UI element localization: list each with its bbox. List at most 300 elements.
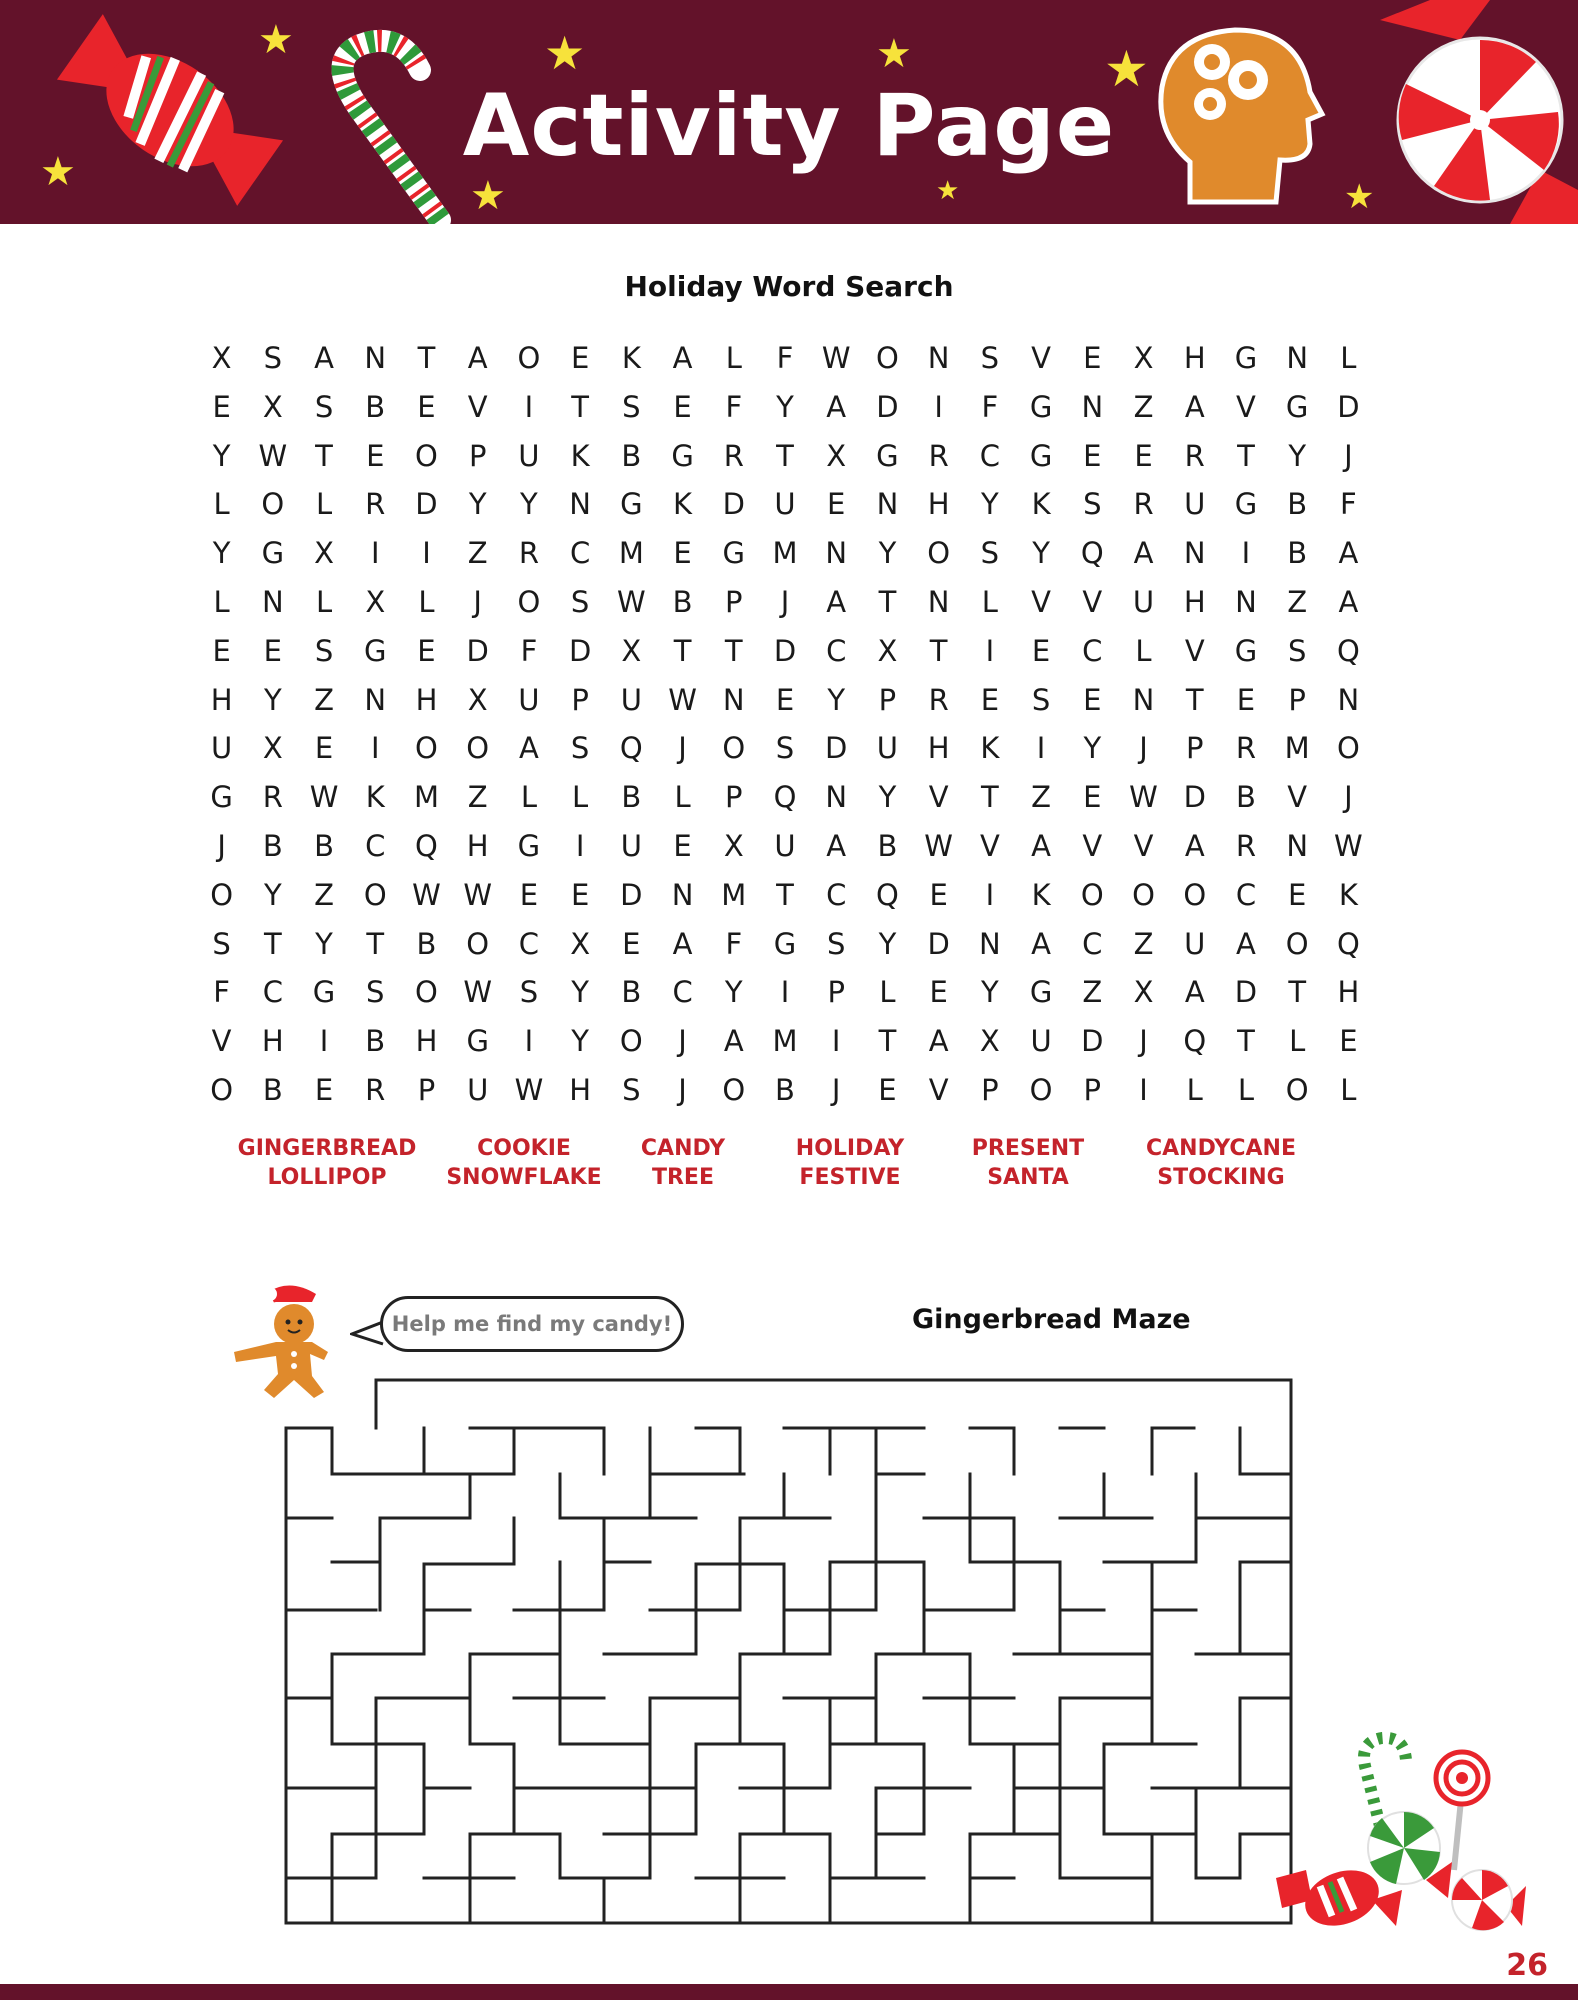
grid-letter[interactable]: E bbox=[878, 1072, 897, 1107]
grid-letter[interactable]: P bbox=[1185, 731, 1204, 766]
grid-letter[interactable]: G bbox=[261, 536, 285, 571]
grid-letter[interactable]: Y bbox=[263, 682, 282, 717]
grid-letter[interactable]: E bbox=[1339, 1024, 1358, 1059]
grid-letter[interactable]: E bbox=[673, 828, 692, 863]
grid-letter[interactable]: C bbox=[672, 975, 693, 1010]
grid-letter[interactable]: G bbox=[1234, 487, 1258, 522]
grid-letter[interactable]: B bbox=[262, 1072, 283, 1107]
grid-letter[interactable]: A bbox=[1133, 536, 1154, 571]
grid-letter[interactable]: W bbox=[924, 828, 953, 863]
grid-letter[interactable]: Y bbox=[981, 975, 999, 1010]
grid-letter[interactable]: Z bbox=[467, 780, 488, 815]
grid-letter[interactable]: A bbox=[1236, 926, 1256, 961]
grid-letter[interactable]: Z bbox=[1287, 584, 1308, 619]
grid-letter[interactable]: S bbox=[263, 341, 283, 375]
grid-letter[interactable]: L bbox=[1135, 633, 1152, 668]
grid-letter[interactable]: V bbox=[1184, 633, 1205, 668]
grid-letter[interactable]: E bbox=[827, 487, 846, 522]
grid-letter[interactable]: Z bbox=[1133, 389, 1154, 424]
grid-letter[interactable]: E bbox=[1083, 438, 1102, 473]
grid-letter[interactable]: Y bbox=[981, 487, 999, 522]
grid-letter[interactable]: P bbox=[468, 438, 487, 473]
grid-letter[interactable]: D bbox=[825, 731, 848, 766]
grid-letter[interactable]: L bbox=[315, 584, 333, 619]
grid-letter[interactable]: D bbox=[1234, 975, 1258, 1010]
grid-letter[interactable]: R bbox=[928, 438, 949, 473]
grid-letter[interactable]: N bbox=[1337, 682, 1360, 717]
grid-letter[interactable]: A bbox=[1184, 828, 1205, 863]
grid-letter[interactable]: N bbox=[1081, 389, 1104, 424]
grid-letter[interactable]: Y bbox=[878, 780, 897, 815]
grid-letter[interactable]: E bbox=[366, 438, 385, 473]
grid-letter[interactable]: F bbox=[725, 389, 743, 424]
grid-letter[interactable]: K bbox=[365, 780, 385, 815]
grid-letter[interactable]: B bbox=[365, 389, 386, 424]
grid-letter[interactable]: M bbox=[1284, 731, 1310, 766]
grid-letter[interactable]: O bbox=[415, 975, 438, 1010]
grid-letter[interactable]: T bbox=[1237, 1024, 1255, 1059]
grid-letter[interactable]: V bbox=[467, 389, 488, 424]
grid-letter[interactable]: N bbox=[671, 877, 694, 912]
grid-letter[interactable]: K bbox=[1338, 877, 1358, 912]
grid-letter[interactable]: I bbox=[319, 1024, 329, 1059]
grid-letter[interactable]: E bbox=[929, 975, 948, 1010]
grid-letter[interactable]: A bbox=[1338, 584, 1359, 619]
grid-letter[interactable]: X bbox=[723, 828, 744, 863]
grid-letter[interactable]: U bbox=[210, 731, 233, 766]
grid-letter[interactable]: Z bbox=[1082, 975, 1103, 1010]
grid-letter[interactable]: S bbox=[826, 926, 846, 961]
grid-letter[interactable]: A bbox=[1184, 975, 1205, 1010]
grid-letter[interactable]: E bbox=[1288, 877, 1307, 912]
grid-letter[interactable]: H bbox=[1337, 975, 1360, 1010]
grid-letter[interactable]: X bbox=[314, 536, 334, 571]
grid-letter[interactable]: I bbox=[831, 1024, 841, 1059]
grid-letter[interactable]: L bbox=[725, 341, 742, 375]
grid-letter[interactable]: G bbox=[722, 536, 746, 571]
grid-letter[interactable]: I bbox=[985, 877, 995, 912]
grid-letter[interactable]: T bbox=[878, 1024, 897, 1059]
grid-letter[interactable]: Q bbox=[1336, 633, 1360, 668]
grid-letter[interactable]: S bbox=[570, 731, 590, 766]
grid-letter[interactable]: B bbox=[416, 926, 437, 961]
grid-letter[interactable]: N bbox=[1286, 341, 1309, 375]
grid-letter[interactable]: N bbox=[1183, 536, 1206, 571]
grid-letter[interactable]: E bbox=[570, 341, 590, 375]
grid-letter[interactable]: A bbox=[672, 341, 693, 375]
grid-letter[interactable]: O bbox=[876, 341, 899, 375]
grid-letter[interactable]: R bbox=[365, 1072, 386, 1107]
grid-letter[interactable]: N bbox=[825, 536, 848, 571]
grid-letter[interactable]: Y bbox=[776, 389, 794, 424]
grid-letter[interactable]: Y bbox=[263, 877, 282, 912]
grid-letter[interactable]: G bbox=[1234, 633, 1258, 668]
grid-letter[interactable]: L bbox=[572, 780, 589, 815]
grid-letter[interactable]: R bbox=[1184, 438, 1205, 473]
grid-letter[interactable]: J bbox=[1344, 780, 1353, 815]
grid-letter[interactable]: E bbox=[980, 682, 1000, 717]
grid-letter[interactable]: H bbox=[569, 1072, 592, 1107]
grid-letter[interactable]: N bbox=[979, 926, 1001, 961]
grid-letter[interactable]: V bbox=[211, 1024, 232, 1059]
grid-letter[interactable]: U bbox=[1184, 487, 1206, 522]
grid-letter[interactable]: U bbox=[1132, 584, 1155, 619]
grid-letter[interactable]: A bbox=[826, 584, 847, 619]
grid-letter[interactable]: B bbox=[365, 1024, 386, 1059]
grid-letter[interactable]: A bbox=[826, 389, 847, 424]
grid-letter[interactable]: K bbox=[673, 487, 693, 522]
grid-letter[interactable]: J bbox=[780, 584, 790, 619]
grid-letter[interactable]: G bbox=[1285, 389, 1309, 424]
maze[interactable] bbox=[284, 1378, 1294, 1938]
grid-letter[interactable]: O bbox=[619, 1024, 643, 1059]
grid-letter[interactable]: O bbox=[1183, 877, 1207, 912]
grid-letter[interactable]: J bbox=[473, 584, 482, 619]
grid-letter[interactable]: E bbox=[673, 536, 692, 571]
grid-letter[interactable]: S bbox=[1083, 487, 1102, 522]
grid-letter[interactable]: V bbox=[1133, 828, 1154, 863]
grid-letter[interactable]: J bbox=[1139, 1024, 1148, 1059]
grid-letter[interactable]: A bbox=[467, 341, 488, 375]
grid-letter[interactable]: R bbox=[1133, 487, 1154, 522]
grid-letter[interactable]: H bbox=[927, 731, 950, 766]
grid-letter[interactable]: S bbox=[314, 633, 334, 668]
grid-letter[interactable]: C bbox=[262, 975, 283, 1010]
grid-letter[interactable]: U bbox=[774, 828, 796, 863]
grid-letter[interactable]: T bbox=[315, 438, 333, 473]
grid-letter[interactable]: Q bbox=[1183, 1024, 1207, 1059]
grid-letter[interactable]: F bbox=[725, 926, 743, 961]
grid-letter[interactable]: Y bbox=[571, 975, 589, 1010]
grid-letter[interactable]: A bbox=[1031, 828, 1051, 863]
grid-letter[interactable]: B bbox=[621, 780, 642, 815]
grid-letter[interactable]: X bbox=[979, 1024, 1000, 1059]
grid-letter[interactable]: B bbox=[1287, 487, 1308, 522]
grid-letter[interactable]: O bbox=[1132, 877, 1155, 912]
grid-letter[interactable]: U bbox=[467, 1072, 489, 1107]
grid-letter[interactable]: C bbox=[1082, 926, 1103, 961]
grid-letter[interactable]: Z bbox=[314, 682, 334, 717]
grid-letter[interactable]: T bbox=[981, 780, 999, 815]
grid-letter[interactable]: H bbox=[261, 1024, 284, 1059]
grid-letter[interactable]: S bbox=[314, 389, 334, 424]
grid-letter[interactable]: O bbox=[517, 584, 541, 619]
grid-letter[interactable]: I bbox=[1036, 731, 1046, 766]
grid-letter[interactable]: I bbox=[780, 975, 790, 1010]
grid-letter[interactable]: N bbox=[722, 682, 745, 717]
grid-letter[interactable]: S bbox=[980, 536, 1000, 571]
grid-letter[interactable]: A bbox=[826, 828, 847, 863]
grid-letter[interactable]: S bbox=[775, 731, 795, 766]
grid-letter[interactable]: G bbox=[210, 780, 233, 815]
grid-letter[interactable]: W bbox=[463, 975, 493, 1010]
grid-letter[interactable]: L bbox=[213, 584, 230, 619]
grid-letter[interactable]: G bbox=[1234, 341, 1258, 375]
grid-letter[interactable]: T bbox=[417, 341, 436, 375]
grid-letter[interactable]: I bbox=[524, 1024, 534, 1059]
grid-letter[interactable]: C bbox=[979, 438, 1000, 473]
grid-letter[interactable]: E bbox=[314, 731, 334, 766]
grid-letter[interactable]: G bbox=[364, 633, 387, 668]
grid-letter[interactable]: M bbox=[413, 780, 439, 815]
grid-letter[interactable]: H bbox=[415, 682, 438, 717]
grid-letter[interactable]: K bbox=[621, 341, 641, 375]
grid-letter[interactable]: Z bbox=[314, 877, 334, 912]
grid-letter[interactable]: R bbox=[262, 780, 283, 815]
grid-letter[interactable]: D bbox=[466, 633, 489, 668]
grid-letter[interactable]: M bbox=[772, 536, 798, 571]
grid-letter[interactable]: S bbox=[366, 975, 385, 1010]
grid-letter[interactable]: G bbox=[1029, 438, 1053, 473]
grid-letter[interactable]: M bbox=[721, 877, 747, 912]
grid-letter[interactable]: C bbox=[826, 877, 847, 912]
grid-letter[interactable]: E bbox=[263, 633, 282, 668]
grid-letter[interactable]: J bbox=[217, 828, 226, 863]
grid-letter[interactable]: B bbox=[1287, 536, 1308, 571]
grid-letter[interactable]: N bbox=[364, 341, 387, 375]
grid-letter[interactable]: W bbox=[617, 584, 646, 619]
grid-letter[interactable]: S bbox=[622, 389, 641, 424]
grid-letter[interactable]: J bbox=[831, 1072, 841, 1107]
grid-letter[interactable]: P bbox=[571, 682, 589, 717]
grid-letter[interactable]: L bbox=[1289, 1024, 1306, 1059]
grid-letter[interactable]: O bbox=[1285, 926, 1309, 961]
grid-letter[interactable]: P bbox=[725, 780, 743, 815]
grid-letter[interactable]: W bbox=[1129, 780, 1158, 815]
grid-letter[interactable]: G bbox=[671, 438, 694, 473]
grid-letter[interactable]: Y bbox=[827, 682, 846, 717]
grid-letter[interactable]: A bbox=[1031, 926, 1051, 961]
grid-letter[interactable]: W bbox=[1334, 828, 1363, 863]
grid-letter[interactable]: B bbox=[314, 828, 334, 863]
grid-letter[interactable]: F bbox=[776, 341, 794, 375]
grid-letter[interactable]: X bbox=[365, 584, 386, 619]
grid-letter[interactable]: T bbox=[571, 389, 589, 424]
grid-letter[interactable]: E bbox=[1083, 341, 1102, 375]
grid-letter[interactable]: Y bbox=[520, 487, 538, 522]
grid-letter[interactable]: E bbox=[1083, 682, 1102, 717]
grid-letter[interactable]: L bbox=[213, 487, 230, 522]
grid-letter[interactable]: T bbox=[673, 633, 692, 668]
grid-letter[interactable]: P bbox=[1288, 682, 1306, 717]
grid-letter[interactable]: O bbox=[466, 926, 490, 961]
grid-letter[interactable]: L bbox=[520, 780, 537, 815]
grid-letter[interactable]: S bbox=[519, 975, 539, 1010]
grid-letter[interactable]: O bbox=[517, 341, 541, 375]
grid-letter[interactable]: T bbox=[1288, 975, 1307, 1010]
grid-letter[interactable]: G bbox=[1029, 389, 1053, 424]
grid-letter[interactable]: Y bbox=[315, 926, 333, 961]
grid-letter[interactable]: W bbox=[309, 780, 339, 815]
grid-letter[interactable]: C bbox=[1235, 877, 1257, 912]
grid-letter[interactable]: Y bbox=[212, 438, 231, 473]
grid-letter[interactable]: E bbox=[775, 682, 795, 717]
grid-letter[interactable]: P bbox=[878, 682, 897, 717]
grid-letter[interactable]: D bbox=[1337, 389, 1360, 424]
grid-letter[interactable]: E bbox=[314, 1072, 334, 1107]
grid-letter[interactable]: K bbox=[980, 731, 1000, 766]
grid-letter[interactable]: I bbox=[370, 731, 380, 766]
grid-letter[interactable]: R bbox=[365, 487, 386, 522]
grid-letter[interactable]: T bbox=[724, 633, 743, 668]
grid-letter[interactable]: M bbox=[772, 1024, 798, 1059]
grid-letter[interactable]: P bbox=[725, 584, 743, 619]
grid-letter[interactable]: Z bbox=[1031, 780, 1052, 815]
grid-letter[interactable]: E bbox=[1134, 438, 1153, 473]
grid-letter[interactable]: G bbox=[1029, 975, 1053, 1010]
grid-letter[interactable]: O bbox=[415, 731, 438, 766]
grid-letter[interactable]: A bbox=[314, 341, 334, 375]
grid-letter[interactable]: Y bbox=[212, 536, 231, 571]
grid-letter[interactable]: U bbox=[1184, 926, 1206, 961]
grid-letter[interactable]: C bbox=[570, 536, 591, 571]
grid-letter[interactable]: L bbox=[1237, 1072, 1255, 1107]
grid-letter[interactable]: N bbox=[1132, 682, 1155, 717]
grid-letter[interactable]: I bbox=[934, 389, 943, 424]
grid-letter[interactable]: N bbox=[364, 682, 387, 717]
grid-letter[interactable]: H bbox=[415, 1024, 438, 1059]
grid-letter[interactable]: V bbox=[1031, 584, 1051, 619]
grid-letter[interactable]: O bbox=[1336, 731, 1360, 766]
grid-letter[interactable]: C bbox=[826, 633, 847, 668]
grid-letter[interactable]: D bbox=[773, 633, 797, 668]
grid-letter[interactable]: U bbox=[518, 438, 540, 473]
grid-letter[interactable]: C bbox=[1082, 633, 1103, 668]
grid-letter[interactable]: L bbox=[981, 584, 998, 619]
grid-letter[interactable]: P bbox=[981, 1072, 999, 1107]
grid-letter[interactable]: G bbox=[466, 1024, 489, 1059]
grid-letter[interactable]: G bbox=[312, 975, 336, 1010]
grid-letter[interactable]: X bbox=[570, 926, 591, 961]
grid-letter[interactable]: N bbox=[569, 487, 591, 522]
grid-letter[interactable]: C bbox=[518, 926, 540, 961]
grid-letter[interactable]: R bbox=[1235, 731, 1257, 766]
grid-letter[interactable]: U bbox=[774, 487, 796, 522]
grid-letter[interactable]: T bbox=[1185, 682, 1204, 717]
grid-letter[interactable]: P bbox=[1083, 1072, 1102, 1107]
grid-letter[interactable]: L bbox=[1340, 1072, 1357, 1107]
grid-letter[interactable]: E bbox=[673, 389, 692, 424]
grid-letter[interactable]: W bbox=[514, 1072, 544, 1107]
grid-letter[interactable]: W bbox=[821, 341, 851, 375]
grid-letter[interactable]: E bbox=[417, 389, 436, 424]
grid-letter[interactable]: D bbox=[722, 487, 745, 522]
grid-letter[interactable]: S bbox=[570, 584, 590, 619]
grid-letter[interactable]: L bbox=[1186, 1072, 1203, 1107]
grid-letter[interactable]: A bbox=[672, 926, 693, 961]
grid-letter[interactable]: Q bbox=[773, 780, 797, 815]
grid-letter[interactable]: J bbox=[678, 1024, 687, 1059]
grid-letter[interactable]: K bbox=[1031, 487, 1051, 522]
grid-letter[interactable]: D bbox=[1183, 780, 1206, 815]
grid-letter[interactable]: Y bbox=[571, 1024, 589, 1059]
grid-letter[interactable]: N bbox=[261, 584, 284, 619]
grid-letter[interactable]: H bbox=[210, 682, 233, 717]
grid-letter[interactable]: N bbox=[876, 487, 899, 522]
grid-letter[interactable]: E bbox=[1031, 633, 1051, 668]
grid-letter[interactable]: V bbox=[1082, 828, 1103, 863]
grid-letter[interactable]: F bbox=[213, 975, 230, 1010]
grid-letter[interactable]: Z bbox=[1133, 926, 1154, 961]
grid-letter[interactable]: N bbox=[1235, 584, 1257, 619]
grid-letter[interactable]: X bbox=[877, 633, 898, 668]
grid-letter[interactable]: T bbox=[929, 633, 948, 668]
grid-letter[interactable]: B bbox=[1236, 780, 1256, 815]
grid-letter[interactable]: E bbox=[212, 633, 231, 668]
grid-letter[interactable]: E bbox=[1083, 780, 1102, 815]
grid-letter[interactable]: Q bbox=[619, 731, 643, 766]
grid-letter[interactable]: W bbox=[412, 877, 441, 912]
grid-letter[interactable]: P bbox=[417, 1072, 436, 1107]
grid-letter[interactable]: V bbox=[928, 780, 949, 815]
grid-letter[interactable]: T bbox=[776, 438, 794, 473]
grid-letter[interactable]: B bbox=[262, 828, 283, 863]
grid-letter[interactable]: E bbox=[622, 926, 641, 961]
grid-letter[interactable]: G bbox=[620, 487, 643, 522]
grid-letter[interactable]: Q bbox=[876, 877, 899, 912]
grid-letter[interactable]: F bbox=[520, 633, 538, 668]
grid-letter[interactable]: A bbox=[928, 1024, 949, 1059]
grid-letter[interactable]: H bbox=[466, 828, 489, 863]
grid-letter[interactable]: D bbox=[415, 487, 438, 522]
grid-letter[interactable]: H bbox=[1183, 584, 1206, 619]
grid-letter[interactable]: N bbox=[1286, 828, 1309, 863]
grid-letter[interactable]: X bbox=[621, 633, 642, 668]
grid-letter[interactable]: U bbox=[518, 682, 540, 717]
grid-letter[interactable]: T bbox=[878, 584, 897, 619]
grid-letter[interactable]: W bbox=[463, 877, 493, 912]
grid-letter[interactable]: X bbox=[262, 389, 283, 424]
grid-letter[interactable]: D bbox=[1081, 1024, 1104, 1059]
grid-letter[interactable]: Y bbox=[468, 487, 487, 522]
grid-letter[interactable]: S bbox=[622, 1072, 641, 1107]
grid-letter[interactable]: G bbox=[773, 926, 797, 961]
grid-letter[interactable]: I bbox=[575, 828, 585, 863]
grid-letter[interactable]: Y bbox=[878, 926, 897, 961]
grid-letter[interactable]: W bbox=[258, 438, 288, 473]
grid-letter[interactable]: E bbox=[929, 877, 948, 912]
grid-letter[interactable]: D bbox=[568, 633, 592, 668]
grid-letter[interactable]: F bbox=[1340, 487, 1357, 522]
grid-letter[interactable]: N bbox=[825, 780, 848, 815]
grid-letter[interactable]: T bbox=[366, 926, 385, 961]
grid-letter[interactable]: O bbox=[466, 731, 490, 766]
grid-letter[interactable]: E bbox=[519, 877, 539, 912]
grid-letter[interactable]: U bbox=[1030, 1024, 1052, 1059]
grid-letter[interactable]: O bbox=[1080, 877, 1104, 912]
grid-letter[interactable]: L bbox=[674, 780, 691, 815]
grid-letter[interactable]: J bbox=[678, 1072, 687, 1107]
grid-letter[interactable]: I bbox=[985, 633, 995, 668]
grid-letter[interactable]: N bbox=[927, 584, 950, 619]
grid-letter[interactable]: J bbox=[1139, 731, 1148, 766]
grid-letter[interactable]: X bbox=[262, 731, 283, 766]
grid-letter[interactable]: O bbox=[722, 731, 746, 766]
grid-letter[interactable]: B bbox=[672, 584, 693, 619]
grid-letter[interactable]: A bbox=[1338, 536, 1359, 571]
grid-letter[interactable]: O bbox=[927, 536, 951, 571]
grid-letter[interactable]: W bbox=[668, 682, 697, 717]
grid-letter[interactable]: S bbox=[980, 341, 1000, 375]
grid-letter[interactable]: O bbox=[1285, 1072, 1309, 1107]
grid-letter[interactable]: O bbox=[210, 1072, 234, 1107]
grid-letter[interactable]: I bbox=[1241, 536, 1251, 571]
grid-letter[interactable]: I bbox=[422, 536, 431, 571]
grid-letter[interactable]: Y bbox=[724, 975, 743, 1010]
grid-letter[interactable]: O bbox=[415, 438, 438, 473]
grid-letter[interactable]: Q bbox=[1336, 926, 1360, 961]
grid-letter[interactable]: F bbox=[981, 389, 999, 424]
